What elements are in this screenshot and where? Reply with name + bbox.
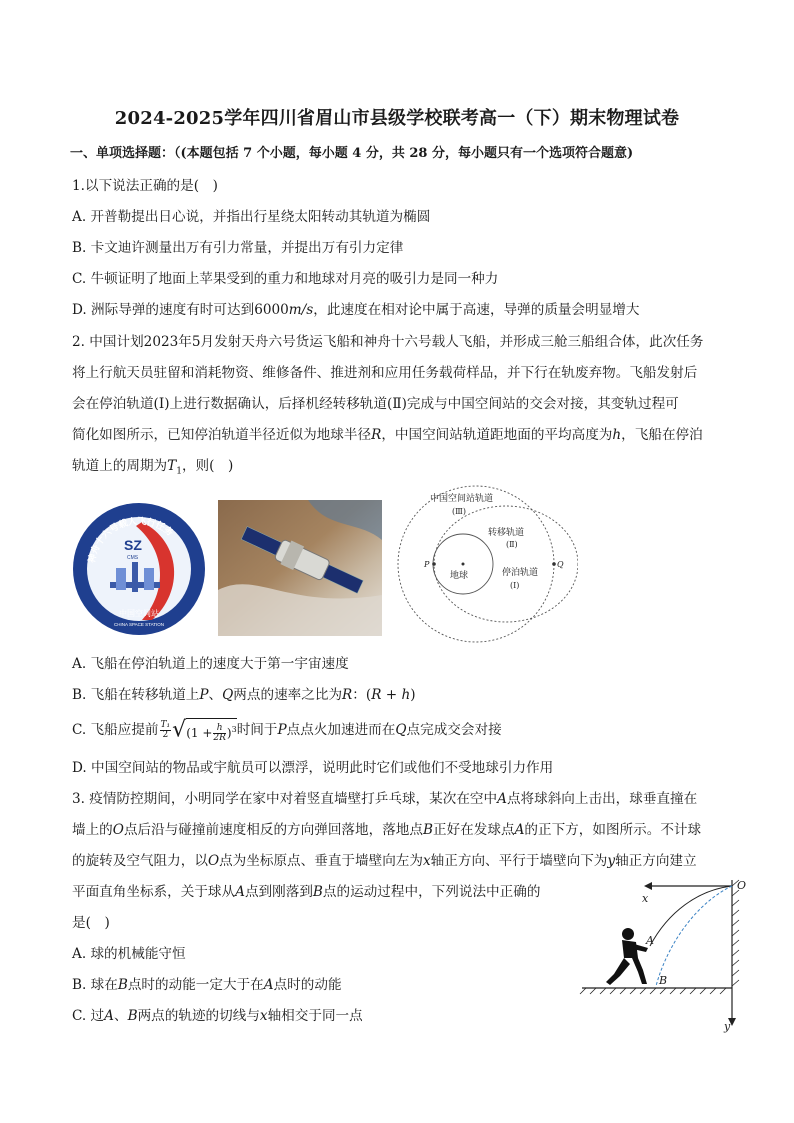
question-3-option-b: [72, 975, 342, 995]
fraction-T1-over-2: [160, 721, 172, 740]
var-O: O: [112, 822, 124, 838]
orbit-diagram: [388, 484, 578, 644]
text: ：(: [352, 687, 372, 703]
var-P: P: [277, 722, 287, 738]
var-A: A: [497, 791, 507, 807]
var-R: R: [371, 427, 382, 443]
label-parking-orbit: 停泊轨道: [502, 568, 539, 578]
denominator: 2R: [213, 732, 226, 743]
text: 两点的轨迹的切线与: [137, 1008, 260, 1024]
label-earth: 地球: [450, 571, 469, 581]
question-2-line-2: 将上行航天员驻留和消耗物资、维修备件、推进剂和应用任务载荷样品，并下行在轨废弃物。飞船发射后: [72, 365, 698, 381]
text: D. 洲际导弹的速度有时可达到: [72, 302, 255, 318]
var-A: A: [263, 977, 274, 993]
text: 时间于: [236, 722, 278, 738]
spacecraft-photo: [218, 500, 382, 636]
text: 轴相交于同一点: [267, 1008, 363, 1024]
text: 轴正方向建立: [615, 853, 697, 869]
solar-panel-right: [144, 568, 154, 590]
text: B. 飞船在转移轨道上: [72, 687, 200, 703]
question-1-option-a: A. 开普勒提出日心说，并指出行星绕太阳转动其轨道为椭圆: [72, 209, 431, 225]
var-x: x: [423, 853, 431, 869]
text: 的正下方，如图所示。不计球: [524, 822, 702, 838]
question-2-line-4: [72, 425, 703, 445]
var-A: A: [235, 884, 245, 900]
text: 平面直角坐标系，关于球从: [72, 884, 236, 900]
question-3-option-c: [72, 1006, 363, 1026]
text: 点后沿与碰撞前速度相反的方向弹回落地，落地点: [123, 822, 423, 838]
text: +: [381, 687, 402, 703]
text: 点时的动能一定大于在: [127, 977, 264, 993]
question-2-line-3: 会在停泊轨道(Ⅰ)上进行数据确认，后择机经转移轨道(Ⅱ)完成与中国空间站的交会对接，其变轨过程可: [72, 396, 679, 412]
fraction-h-over-2R: [213, 724, 226, 743]
text: 点到刚落到: [244, 884, 313, 900]
question-2-option-c: [72, 716, 502, 745]
badge-bottom-text: 中国空间站: [119, 609, 159, 618]
earth-center-dot: [462, 563, 465, 566]
var-P: P: [199, 687, 209, 703]
player-silhouette: [606, 928, 648, 985]
text: 点完成交会对接: [406, 722, 502, 738]
text: 点点火加速进而在: [286, 722, 396, 738]
question-1-option-c: C. 牛顿证明了地面上苹果受到的重力和地球对月亮的吸引力是同一种力: [72, 271, 499, 287]
var-T: T: [167, 458, 177, 474]
question-2-option-a: A. 飞船在停泊轨道上的速度大于第一宇宙速度: [72, 656, 349, 672]
var-h: h: [612, 427, 622, 443]
var-B: B: [127, 1008, 138, 1024]
unit: m/s: [288, 302, 314, 318]
mission-badge-image: [72, 502, 206, 636]
text: C. 飞船应提前: [72, 722, 159, 738]
var-B: B: [117, 977, 128, 993]
label-station-orbit: 中国空间站轨道: [430, 494, 494, 504]
label-y: y: [724, 1020, 731, 1033]
number: 6000: [254, 302, 289, 318]
trajectory-down: [656, 886, 732, 986]
text: 墙上的: [72, 822, 113, 838]
var-A: A: [104, 1008, 114, 1024]
numerator: T₁: [160, 720, 171, 730]
var-O: O: [207, 853, 220, 869]
text: 点时的动能: [273, 977, 342, 993]
text: 点的运动过程中，下列说法中正确的: [322, 884, 541, 900]
var-R: R: [342, 687, 353, 703]
question-1-option-b: B. 卡文迪许测量出万有引力常量，并提出万有引力定律: [72, 240, 404, 256]
label-station-orbit-num: (Ⅲ): [452, 507, 466, 516]
label-A: A: [646, 934, 654, 947]
exponent: 3: [231, 724, 237, 734]
label-B: B: [659, 974, 668, 987]
question-1-stem: 1.以下说法正确的是( ): [72, 178, 218, 194]
subscript: 1: [176, 466, 182, 477]
text: ，中国空间站轨道距地面的平均高度为: [381, 427, 613, 443]
var-h: h: [401, 687, 411, 703]
text: 3. 疫情防控期间，小明同学在家中对着竖直墙壁打乒乓球，某次在空中: [72, 791, 498, 807]
text: ，则( ): [181, 458, 234, 474]
question-2-line-1: 2. 中国计划2023年5月发射天舟六号货运飞船和神舟十六号载人飞船，并形成三舱三船组合体，此次任务: [72, 334, 704, 350]
label-parking-orbit-num: (Ⅰ): [510, 581, 520, 590]
wall-hatching: [732, 880, 739, 986]
ping-pong-figure: [578, 872, 748, 1034]
badge-sub-text: CHINA SPACE STATION: [113, 622, 165, 627]
x-axis-arrow: [644, 882, 652, 890]
label-P: P: [424, 560, 430, 569]
text: ，飞船在停泊: [621, 427, 703, 443]
sqrt-sign: √: [172, 717, 187, 743]
badge-emblem: SZ: [124, 537, 142, 553]
sqrt-body: (1 + $\frac{h}{2R}$ )$^3$: [186, 718, 237, 744]
text: 点为坐标原点、垂直于墙壁向左为: [219, 853, 423, 869]
label-transfer-orbit-num: (Ⅱ): [506, 540, 518, 549]
question-1-option-d: [72, 300, 640, 320]
text: 、: [208, 687, 223, 703]
badge-top-text: 神舟十六号载人飞行任务: [87, 516, 175, 565]
question-3-line-4: [72, 882, 540, 902]
var-y: y: [607, 853, 616, 869]
trajectory-up: [650, 886, 732, 946]
text: 、: [113, 1008, 128, 1024]
text: 轨道上的周期为: [72, 458, 168, 474]
solar-panel-left: [116, 568, 126, 590]
point-Q-dot: [552, 562, 556, 566]
var-Q: Q: [395, 722, 407, 738]
question-3-line-3: [72, 851, 697, 871]
label-transfer-orbit: 转移轨道: [488, 528, 525, 538]
text: 1 +: [190, 725, 213, 740]
var-B: B: [423, 822, 433, 838]
label-O: O: [737, 879, 747, 892]
text: 正好在发球点: [433, 822, 515, 838]
section-heading: 一、单项选择题：（(本题包括 7 个小题，每小题 4 分，共 28 分，每小题只有一个选项符合题意): [70, 146, 634, 161]
floor-hatching: [580, 988, 726, 994]
var-Q: Q: [222, 687, 234, 703]
var-B: B: [312, 884, 323, 900]
text: 简化如图所示，已知停泊轨道半径近似为地球半径: [72, 427, 372, 443]
text: B. 球在: [72, 977, 118, 993]
text: C. 过: [72, 1008, 105, 1024]
var-x: x: [259, 1008, 268, 1024]
text: 轴正方向、平行于墙壁向下为: [430, 853, 608, 869]
text: 点将球斜向上击出，球垂直撞在: [506, 791, 698, 807]
label-Q: Q: [557, 560, 564, 569]
denominator: 2: [162, 730, 169, 740]
point-P-dot: [432, 562, 436, 566]
page-title: 2024-2025学年四川省眉山市县级学校联考高一（下）期末物理试卷: [114, 108, 680, 129]
label-x: x: [642, 892, 649, 905]
text: 两点的速率之比为: [233, 687, 343, 703]
numerator: h: [213, 724, 226, 734]
badge-emblem-sub: CMS: [127, 555, 139, 561]
var-A: A: [514, 822, 525, 838]
question-2-option-b: [72, 685, 416, 705]
question-3-option-a: A. 球的机械能守恒: [72, 946, 186, 962]
text: 的旋转及空气阻力，以: [72, 853, 208, 869]
station-mast: [132, 562, 138, 592]
question-3-line-5: 是( ): [72, 915, 110, 931]
question-2-line-5: [72, 456, 233, 482]
question-2-option-d: D. 中国空间站的物品或宇航员可以漂浮，说明此时它们或他们不受地球引力作用: [72, 760, 554, 776]
question-3-line-2: [72, 820, 701, 840]
var-R: R: [371, 687, 382, 703]
question-3-line-1: [72, 789, 697, 809]
text: ，此速度在相对论中属于高速，导弹的质量会明显增大: [313, 302, 640, 318]
text: ): [410, 687, 416, 703]
